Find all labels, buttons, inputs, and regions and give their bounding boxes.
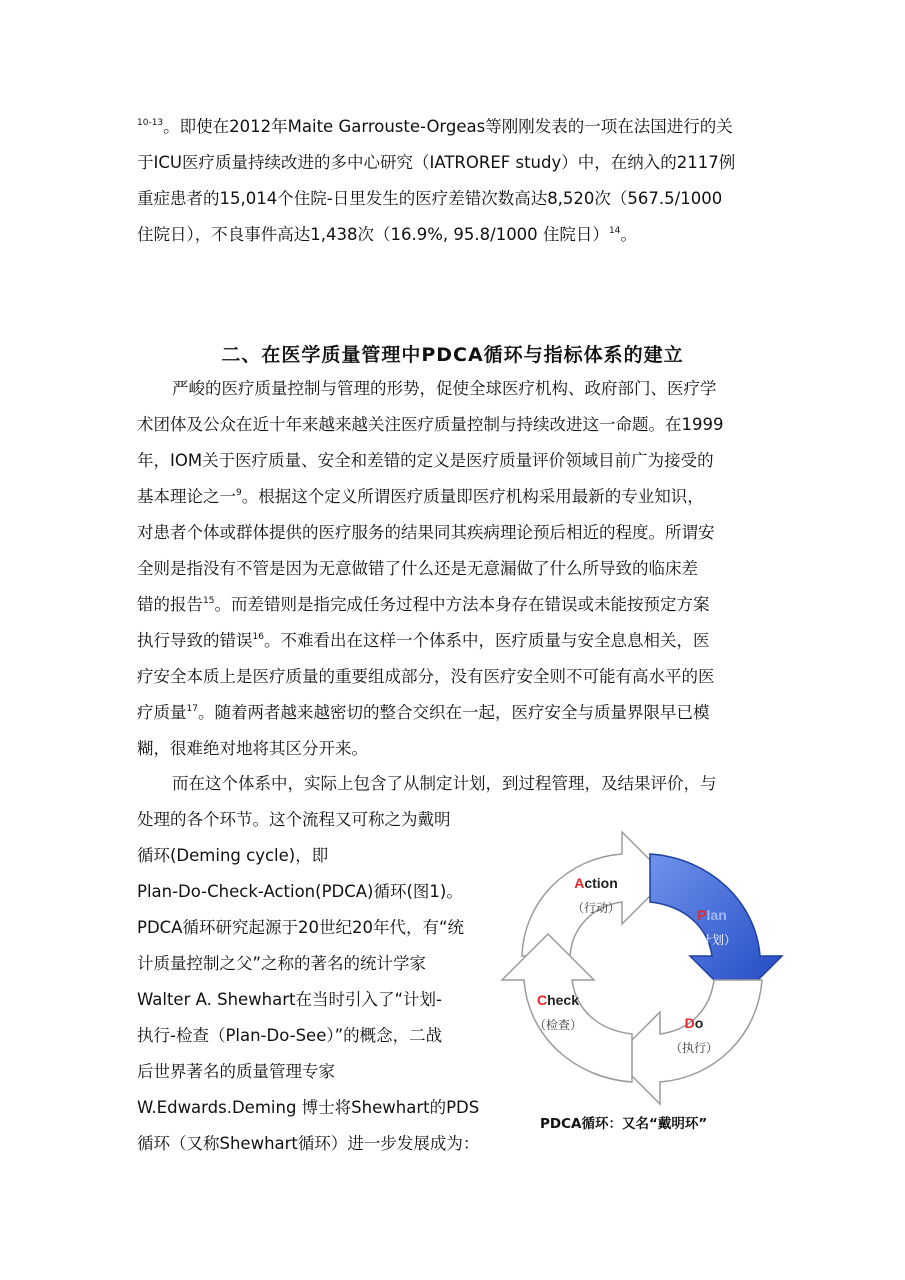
p3-line-4: Plan-Do-Check-Action(PDCA)循环(图1)。 (137, 882, 463, 901)
pdca-cycle-figure (500, 830, 790, 1140)
p3-line-10: W.Edwards.Deming 博士将Shewhart的PDS (137, 1098, 480, 1117)
check-cn-label: （检查） (533, 1018, 583, 1032)
p2-line-7: 错的报告$^{15}$。而差错则是指完成任务过程中方法本身存在错误或未能按预定方案 (137, 595, 710, 614)
p3-line-2: 处理的各个环节。这个流程又可称之为戴明 (137, 810, 451, 829)
p3-line-7: Walter A. Shewhart在当时引入了“计划- (137, 990, 442, 1009)
figure-caption: PDCA循环：又名“戴明环” (540, 1116, 708, 1132)
p1-line-1: $^{10-13}$。即使在2012年Maite Garrouste-Orgeas等刚刚发表的一项在法国进行的关 (137, 117, 733, 136)
section-heading: 二、在医学质量管理中PDCA循环与指标体系的建立 (221, 344, 684, 366)
p2-line-6: 全则是指没有不管是因为无意做错了什么还是无意漏做了什么所导致的临床差 (137, 559, 698, 578)
p2-line-11: 糊，很难绝对地将其区分开来。 (137, 739, 368, 758)
p3-line-3: 循环(Deming cycle)，即 (137, 846, 329, 865)
plan-cn-label: （计划） (687, 933, 737, 947)
p3-line-8: 执行-检查（Plan-Do-See）”的概念，二战 (137, 1026, 443, 1045)
action-label: Action (574, 875, 618, 891)
p2-line-5: 对患者个体或群体提供的医疗服务的结果同其疾病理论预后相近的程度。所谓安 (137, 523, 715, 542)
p2-line-2: 术团体及公众在近十年来越来越关注医疗质量控制与持续改进这一命题。在1999 (137, 415, 724, 434)
p1-line-3: 重症患者的15,014个住院-日里发生的医疗差错次数高达8,520次（567.5/1000 (137, 189, 723, 208)
p1-line-2: 于ICU医疗质量持续改进的多中心研究（IATROREF study）中，在纳入的2117例 (137, 153, 736, 172)
citation-ref: 15 (203, 596, 215, 606)
action-cn-label: （行动） (571, 901, 621, 915)
p3-line-9: 后世界著名的质量管理专家 (137, 1062, 335, 1081)
p3-line-6: 计质量控制之父”之称的著名的统计学家 (137, 954, 427, 973)
citation-ref: 16 (252, 632, 264, 642)
citation-ref: 14 (608, 226, 621, 236)
p2-line-1: 严峻的医疗质量控制与管理的形势，促使全球医疗机构、政府部门、医疗学 (172, 379, 717, 398)
p3-line-1: 而在这个体系中，实际上包含了从制定计划，到过程管理，及结果评价，与 (172, 774, 717, 793)
citation-ref: 10-13 (137, 118, 164, 128)
do-cn-label: （执行） (669, 1041, 719, 1055)
p3-line-5: PDCA循环研究起源于20世纪20年代，有“统 (137, 918, 465, 937)
do-label: Do (684, 1015, 704, 1031)
plan-label: Plan (697, 907, 727, 923)
p2-line-9: 疗安全本质上是医疗质量的重要组成部分，没有医疗安全则不可能有高水平的医 (137, 667, 715, 686)
citation-ref: 9 (236, 488, 242, 498)
p2-line-3: 年，IOM关于医疗质量、安全和差错的定义是医疗质量评价领域目前广为接受的 (137, 451, 714, 470)
citation-ref: 17 (186, 704, 198, 714)
check-label: Check (536, 992, 580, 1008)
p2-line-8: 执行导致的错误$^{16}$。不难看出在这样一个体系中，医疗质量与安全息息相关，医 (137, 631, 710, 650)
p3-line-11: 循环（又称Shewhart循环）进一步发展成为： (137, 1134, 480, 1153)
p2-line-4: 基本理论之一$^9$。根据这个定义所谓医疗质量即医疗机构采用最新的专业知识， (137, 487, 704, 506)
p2-line-10: 疗质量$^{17}$。随着两者越来越密切的整合交织在一起，医疗安全与质量界限早已模 (137, 703, 710, 722)
p1-line-4: 住院日），不良事件高达1,438次（16.9%, 95.8/1000 住院日）$^{14}$。 (137, 225, 637, 244)
pdca-diagram (500, 830, 790, 1110)
